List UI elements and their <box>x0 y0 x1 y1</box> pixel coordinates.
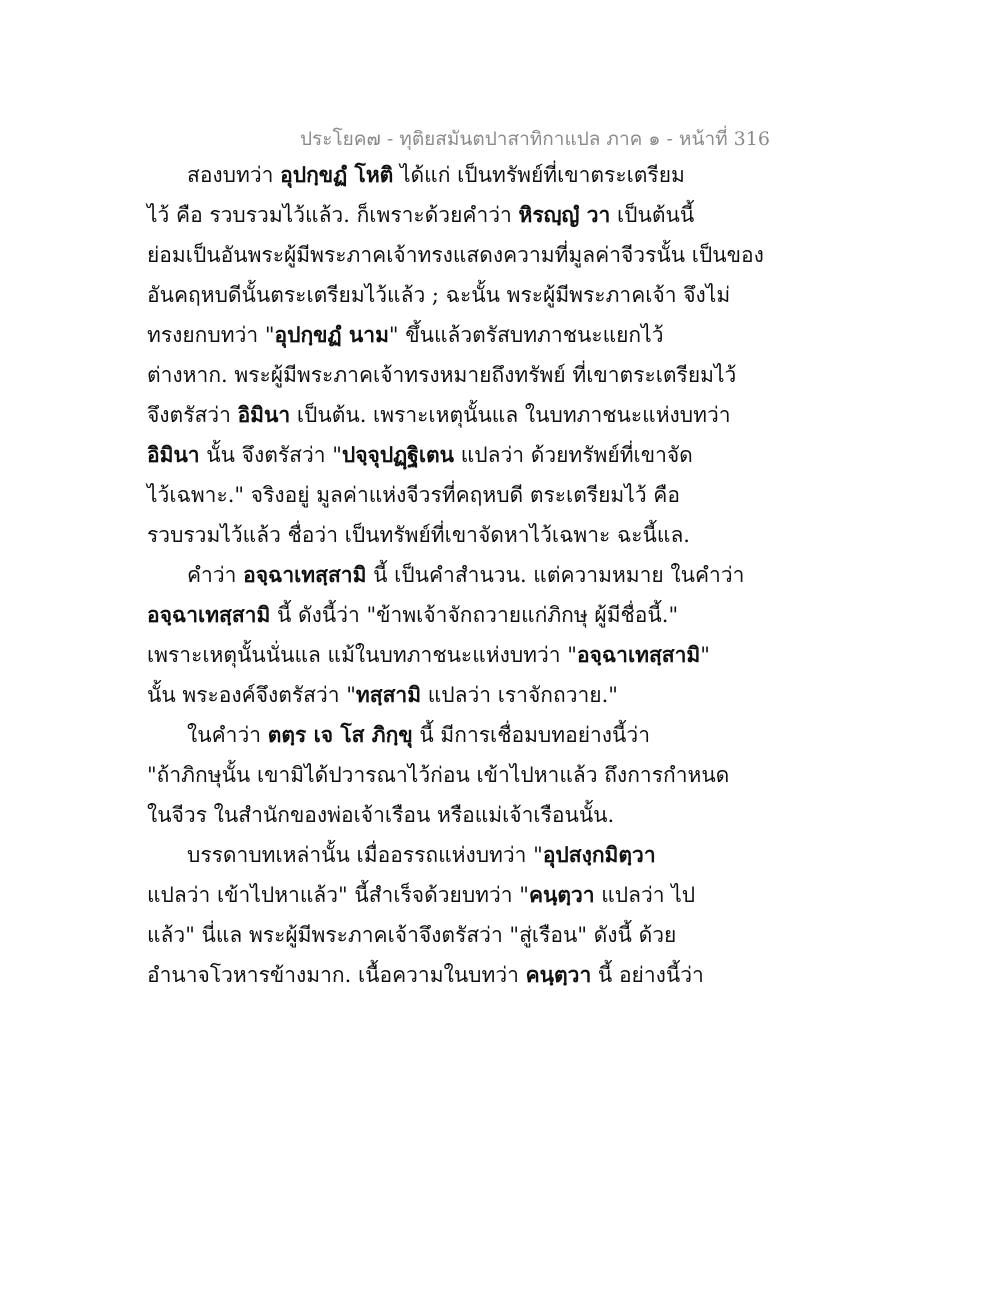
text-line <box>147 195 707 235</box>
text-line <box>147 915 707 955</box>
bold-term: อุปกฺขฏํ โหติ <box>280 162 394 187</box>
paragraph <box>147 555 745 715</box>
bold-term: อุปกฺขฏํ นาม <box>274 322 389 347</box>
document-body <box>147 155 764 995</box>
page-header: ประโยค๗ - ทุติยสมันตปาสาทิกาแปล ภาค ๑ - หน้าที่ 316 <box>300 128 770 150</box>
text-span: อำนาจโวหารข้างมาก. เนื้อความในบทว่า <box>147 963 526 987</box>
text-span: รวบรวมไว้แล้ว ชื่อว่า เป็นทรัพย์ที่เขาจัดหาไว้เฉพาะ ฉะนี้แล. <box>147 523 690 547</box>
text-span: ย่อมเป็นอันพระผู้มีพระภาคเจ้าทรงแสดงความที่มูลค่าจีวรนั้น เป็นของ <box>147 243 764 267</box>
text-span: เพราะเหตุนั้นนั่นแล แม้ในบทภาชนะแห่งบทว่า " <box>147 643 577 667</box>
text-span: ได้แก่ เป็นทรัพย์ที่เขาตระเตรียม <box>393 163 685 187</box>
text-span: นี้ มีการเชื่อมบทอย่างนี้ว่า <box>412 723 650 747</box>
text-span: " ขึ้นแล้วตรัสบทภาชนะแยกไว้ <box>388 323 664 347</box>
text-line <box>147 315 707 355</box>
paragraph <box>147 715 730 835</box>
text-span: นี้ ดังนี้ว่า "ข้าพเจ้าจักถวายแก่ภิกษุ ผู้มีชื่อนี้." <box>270 603 679 627</box>
text-line <box>147 475 707 515</box>
text-span: คำว่า <box>187 563 244 587</box>
bold-term: คนฺตฺวา <box>528 882 595 907</box>
text-span: นี้ อย่างนี้ว่า <box>591 963 704 987</box>
text-line <box>147 755 730 795</box>
bold-term: อุปสงฺกมิตฺวา <box>542 842 656 867</box>
text-line <box>147 955 707 995</box>
text-line <box>147 235 764 275</box>
text-span: แล้ว" นี่แล พระผู้มีพระภาคเจ้าจึงตรัสว่า "สู่เรือน" ดังนี้ ด้วย <box>147 923 677 947</box>
text-line <box>147 395 731 435</box>
text-span: ต่างหาก. พระผู้มีพระภาคเจ้าทรงหมายถึงทรัพย์ ที่เขาตระเตรียมไว้ <box>147 363 737 387</box>
bold-term: ตตฺร เจ โส ภิกฺขุ <box>267 722 413 747</box>
text-line <box>147 835 707 875</box>
text-line <box>147 155 707 195</box>
bold-term: อจฺฉาเทสฺสามิ <box>243 562 367 587</box>
text-span: " <box>700 643 710 667</box>
text-span: "ถ้าภิกษุนั้น เขามิได้ปวารณาไว้ก่อน เข้าไปหาแล้ว ถึงการกำหนด <box>147 763 730 787</box>
bold-term: ปจฺจุปฏฺฐิเตน <box>341 442 455 467</box>
text-line <box>147 795 707 835</box>
text-line <box>147 715 707 755</box>
text-line <box>147 435 707 475</box>
bold-term: อจฺฉาเทสฺสามิ <box>147 602 271 627</box>
text-span: ไว้เฉพาะ." จริงอยู่ มูลค่าแห่งจีวรที่คฤหบดี ตระเตรียมไว้ คือ <box>147 483 680 507</box>
text-line <box>147 515 707 555</box>
text-span: ในจีวร ในสำนักของพ่อเจ้าเรือน หรือแม่เจ้าเรือนนั้น. <box>147 803 615 827</box>
bold-term: คนฺตฺวา <box>525 962 592 987</box>
bold-term: อิมินา <box>237 402 291 427</box>
text-span: แปลว่า เราจักถวาย." <box>421 683 618 707</box>
text-line <box>147 875 707 915</box>
text-span: บรรดาบทเหล่านั้น เมื่ออรรถแห่งบทว่า " <box>187 843 543 867</box>
bold-term: อจฺฉาเทสฺสามิ <box>576 642 701 667</box>
text-line <box>147 275 731 315</box>
text-line <box>147 635 710 675</box>
text-span: เป็นต้น. เพราะเหตุนั้นแล ในบทภาชนะแห่งบทว่า <box>290 403 731 427</box>
text-span: สองบทว่า <box>187 163 281 187</box>
bold-term: อิมินา <box>147 442 200 467</box>
text-span: จึงตรัสว่า <box>147 403 238 427</box>
text-span: นั้น พระองค์จึงตรัสว่า " <box>147 683 356 707</box>
text-line <box>147 595 707 635</box>
text-line <box>147 675 707 715</box>
bold-term: หิรญฺญํ วา <box>518 202 611 227</box>
text-span: เป็นต้นนี้ <box>610 203 695 227</box>
text-span: ไว้ คือ รวบรวมไว้แล้ว. ก็เพราะด้วยคำว่า <box>147 203 519 227</box>
text-span: อันคฤหบดีนั้นตระเตรียมไว้แล้ว ; ฉะนั้น พระผู้มีพระภาคเจ้า จึงไม่ <box>147 283 731 307</box>
text-span: นี้ เป็นคำสำนวน. แต่ความหมาย ในคำว่า <box>366 563 745 587</box>
text-span: ทรงยกบทว่า " <box>147 323 275 347</box>
text-line <box>147 555 745 595</box>
text-span: นั้น จึงตรัสว่า " <box>199 443 342 467</box>
bold-term: ทสฺสามิ <box>355 682 422 707</box>
text-line <box>147 355 737 395</box>
text-span: แปลว่า เข้าไปหาแล้ว" นี้สำเร็จด้วยบทว่า " <box>147 883 529 907</box>
text-span: แปลว่า ด้วยทรัพย์ที่เขาจัด <box>454 443 693 467</box>
paragraph <box>147 155 764 555</box>
text-span: แปลว่า ไป <box>594 883 696 907</box>
text-span: ในคำว่า <box>187 723 268 747</box>
paragraph <box>147 835 707 995</box>
